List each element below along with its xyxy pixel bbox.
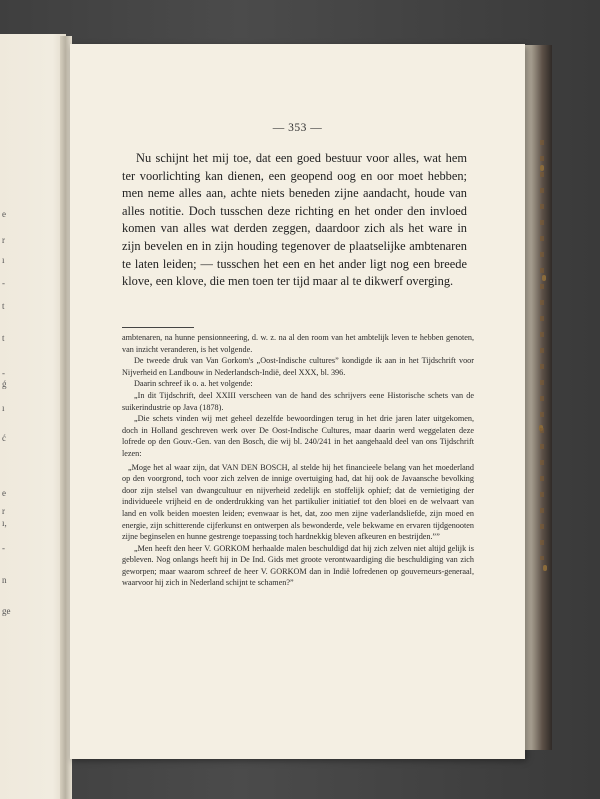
body-text [122, 150, 467, 291]
facing-page-fragment: e [2, 488, 6, 498]
facing-page-fragment: - [2, 543, 5, 553]
footnote-line: ambtenaren, na hunne pensionneering, d. w. z. na al den room van het ambtelijk leven te hebben genoten, van inzicht veranderen, is het volgende. [122, 333, 474, 354]
footnotes [122, 332, 474, 589]
book-page [70, 44, 525, 759]
facing-page-fragment: ge [2, 606, 11, 616]
facing-page-fragment: - [2, 368, 5, 378]
facing-page-fragment: ć [2, 433, 6, 443]
facing-page-fragment: - [2, 278, 5, 288]
facing-page-fragment: t [2, 301, 5, 311]
footnote-line: „Men heeft den heer V. GORKOM herhaalde malen beschuldigd dat hij zich zelven niet altijd gelijk is gebleven. Nog onlangs heeft hij in De Ind. Gids met groote verontwaardiging die beschuldiging van zich geworpen; maar waarom schreef de heer V. GORKOM dan in Indië lofredenen op gouverneurs-generaal, waarvoor hij zich in Nederland schijnt te schamen?” [122, 543, 474, 588]
facing-page [0, 34, 66, 799]
facing-page-fragment: t [2, 333, 5, 343]
facing-page-fragment: e [2, 209, 6, 219]
facing-page-fragment: n [2, 575, 7, 585]
footnote-line: Daarin schreef ik o. a. het volgende: [134, 379, 253, 389]
page-edge-marks [540, 140, 544, 560]
stain [543, 565, 547, 571]
footnote-quote: „Moge het al waar zijn, dat VAN DEN BOSCH, al stelde hij het financieele belang van het moederland op den voorgrond, toch voor zich zelven de innige overtuiging had, dat hij ook de Javaansche bevolking door zijn stelsel van dwangcultuur en nijverheid zedelijk en stoffelijk ophief; dat de vernietiging der individueele vrijheid en de onderdrukking van het partikulier initiatief tot den bloei en de welvaart van land en volk beiden moesten leiden; evenwaar is het, dat, zoo men zijne vaderlandsliefde, zijn moed en energie, zijn schitterende cijferkunst en ontwerpen als bewonderde, vele bekwame en ervaren tijdgenooten zijne beginselen en hunne gestrenge toepassing toch hardnekkig bleven afkeuren en bestrijden.”” [122, 462, 474, 542]
facing-page-fragment: ı [2, 255, 5, 265]
facing-page-fragment: r [2, 506, 5, 516]
facing-page-fragment: ı, [2, 518, 7, 528]
footnote-line: „In dit Tijdschrift, deel XXIII verscheen van de hand des schrijvers eene Historische schets van de suikerindustrie op Java (1878). [122, 390, 474, 412]
body-paragraph: Nu schijnt het mij toe, dat een goed bestuur voor alles, wat hem ter voorlichting kan dienen, een geopend oog en oor moet hebben; men neme alles aan, achte niets beneden zijne aandacht, houde van alles notitie. Doch tusschen deze richting en het onder den invloed komen van alles wat derden zeggen, daardoor zich als het ware in zijn bevelen en in zijn houding tegenover de plaatselijke ambtenaren te laten leiden; — tusschen het een en het ander ligt nog een breede klove, een klove, die men toen ter tijd maar al te dikwerf overging. [122, 151, 467, 289]
page-number: — 353 — [272, 122, 323, 134]
footnote-rule [122, 327, 194, 328]
footnote-line: De tweede druk van Van Gorkom's „Oost-Indische cultures” kondigde ik aan in het Tijdschrift voor Nijverheid en Landbouw in Nederlandsch-Indië, deel XXX, bl. 396. [122, 356, 474, 377]
facing-page-fragment: ı [2, 403, 5, 413]
facing-page-fragment: ǵ [2, 379, 7, 389]
footnote-line: „Die schets vinden wij met geheel dezelfde bewoordingen terug in het drie jaren later uitgekomen, doch in Holland geschreven werk over De Oost-Indische Cultures, maar daarin werd weggelaten deze lofrede op den Gouv.-Gen. van den Bosch, die wij bl. 240/241 in het aangehaald deel van ons Tijdschrift lezen: [122, 414, 474, 458]
facing-page-fragment: r [2, 235, 5, 245]
